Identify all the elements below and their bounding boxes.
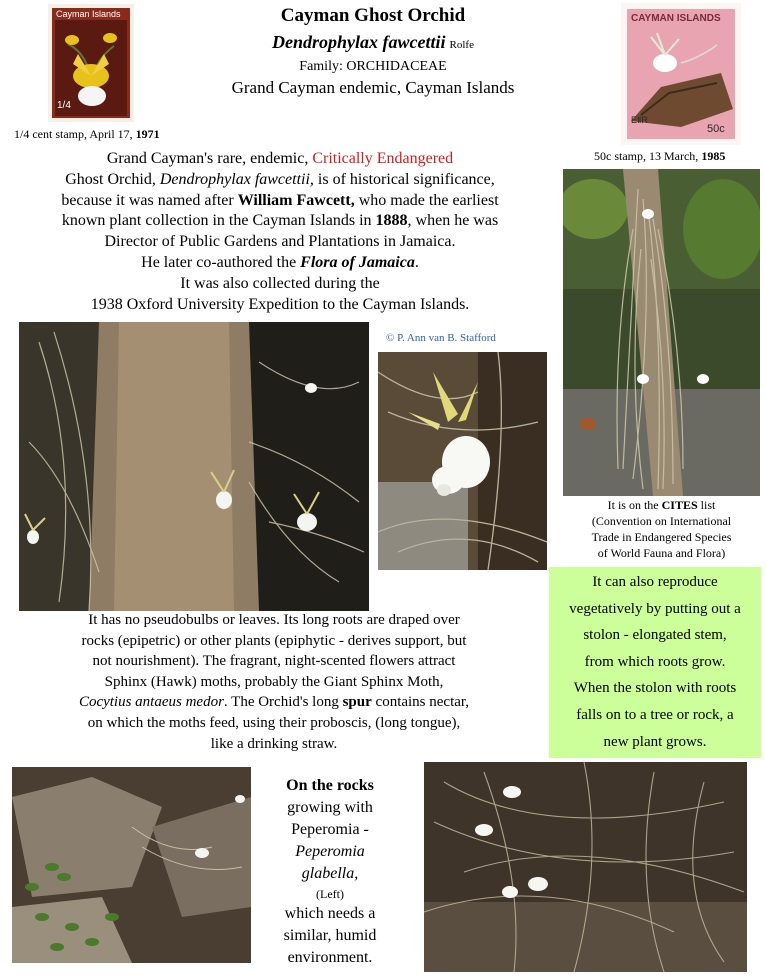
orchid-roots-network-photo — [424, 762, 747, 972]
stamp-1985-caption: 50c stamp, 13 March, 1985 — [594, 149, 726, 163]
scientific-name: Dendrophylax fawcettii — [272, 32, 446, 52]
stamp-1971-caption: 1/4 cent stamp, April 17, 1971 — [14, 127, 160, 141]
cites-caption: It is on the CITES list (Convention on International Trade in Endangered Species of World Fauna and Flora) — [591, 498, 732, 560]
page-title: Cayman Ghost Orchid — [280, 5, 466, 26]
vegetative-reproduction-box: It can also reproduce vegetatively by putting out a stolon - elongated stem, from which roots grow. When the stolon with roots falls on to a tree or rock, a new plant grows. — [549, 567, 761, 758]
stamp-1985-country: CAYMAN ISLANDS — [631, 13, 721, 24]
photo-copyright: © P. Ann van B. Stafford — [386, 332, 496, 344]
endemic-location: Grand Cayman endemic, Cayman Islands — [231, 78, 515, 97]
stamp-1971-image — [48, 4, 134, 122]
description-paragraph: It has no pseudobulbs or leaves. Its long roots are draped over rocks (epipetric) or other plants (epiphytic - derives support, but not nourishment). The fragrant, night-scented flowers attract Sphinx (Hawk) moths, probably the Giant Sphinx Moth, Cocytius antaeus medor. The Orchid's long spur contains nectar, on which the moths feed, using their proboscis, (long tongue), like a drinking straw. — [78, 612, 470, 752]
stamp-1971-value: 1/4 — [57, 100, 71, 111]
stamp-1985-cipher: EⅡR — [631, 115, 648, 125]
scientific-name-line — [150, 32, 596, 53]
stamp-1971-country: Cayman Islands — [56, 9, 121, 19]
orchid-on-rocks-photo — [12, 767, 251, 963]
orchid-flower-closeup-photo — [378, 352, 547, 570]
scientific-author: Rolfe — [449, 39, 474, 51]
stamp-1985-image — [621, 3, 741, 145]
orchid-on-tree-photo — [19, 322, 369, 611]
rocks-caption: On the rocks growing with Peperomia - Peperomia glabella, (Left) which needs a similar, humid environment. — [283, 777, 377, 966]
intro-paragraph: Grand Cayman's rare, endemic, Critically Endangered Ghost Orchid, Dendrophylax fawcettii, is of historical significance, because it was named after William Fawcett, who made the earliest known plant collection in the Cayman Islands in 1888, when he was Director of Public Gardens and Plantations in Jamaica. He later co-authored the Flora of Jamaica. It was also collected during the 1938 Oxford University Expedition to the Cayman Islands. — [61, 150, 499, 313]
stamp-1985-value: 50c — [707, 123, 725, 135]
family: Family: ORCHIDACEAE — [299, 59, 447, 74]
orchid-roots-photo — [563, 169, 760, 496]
